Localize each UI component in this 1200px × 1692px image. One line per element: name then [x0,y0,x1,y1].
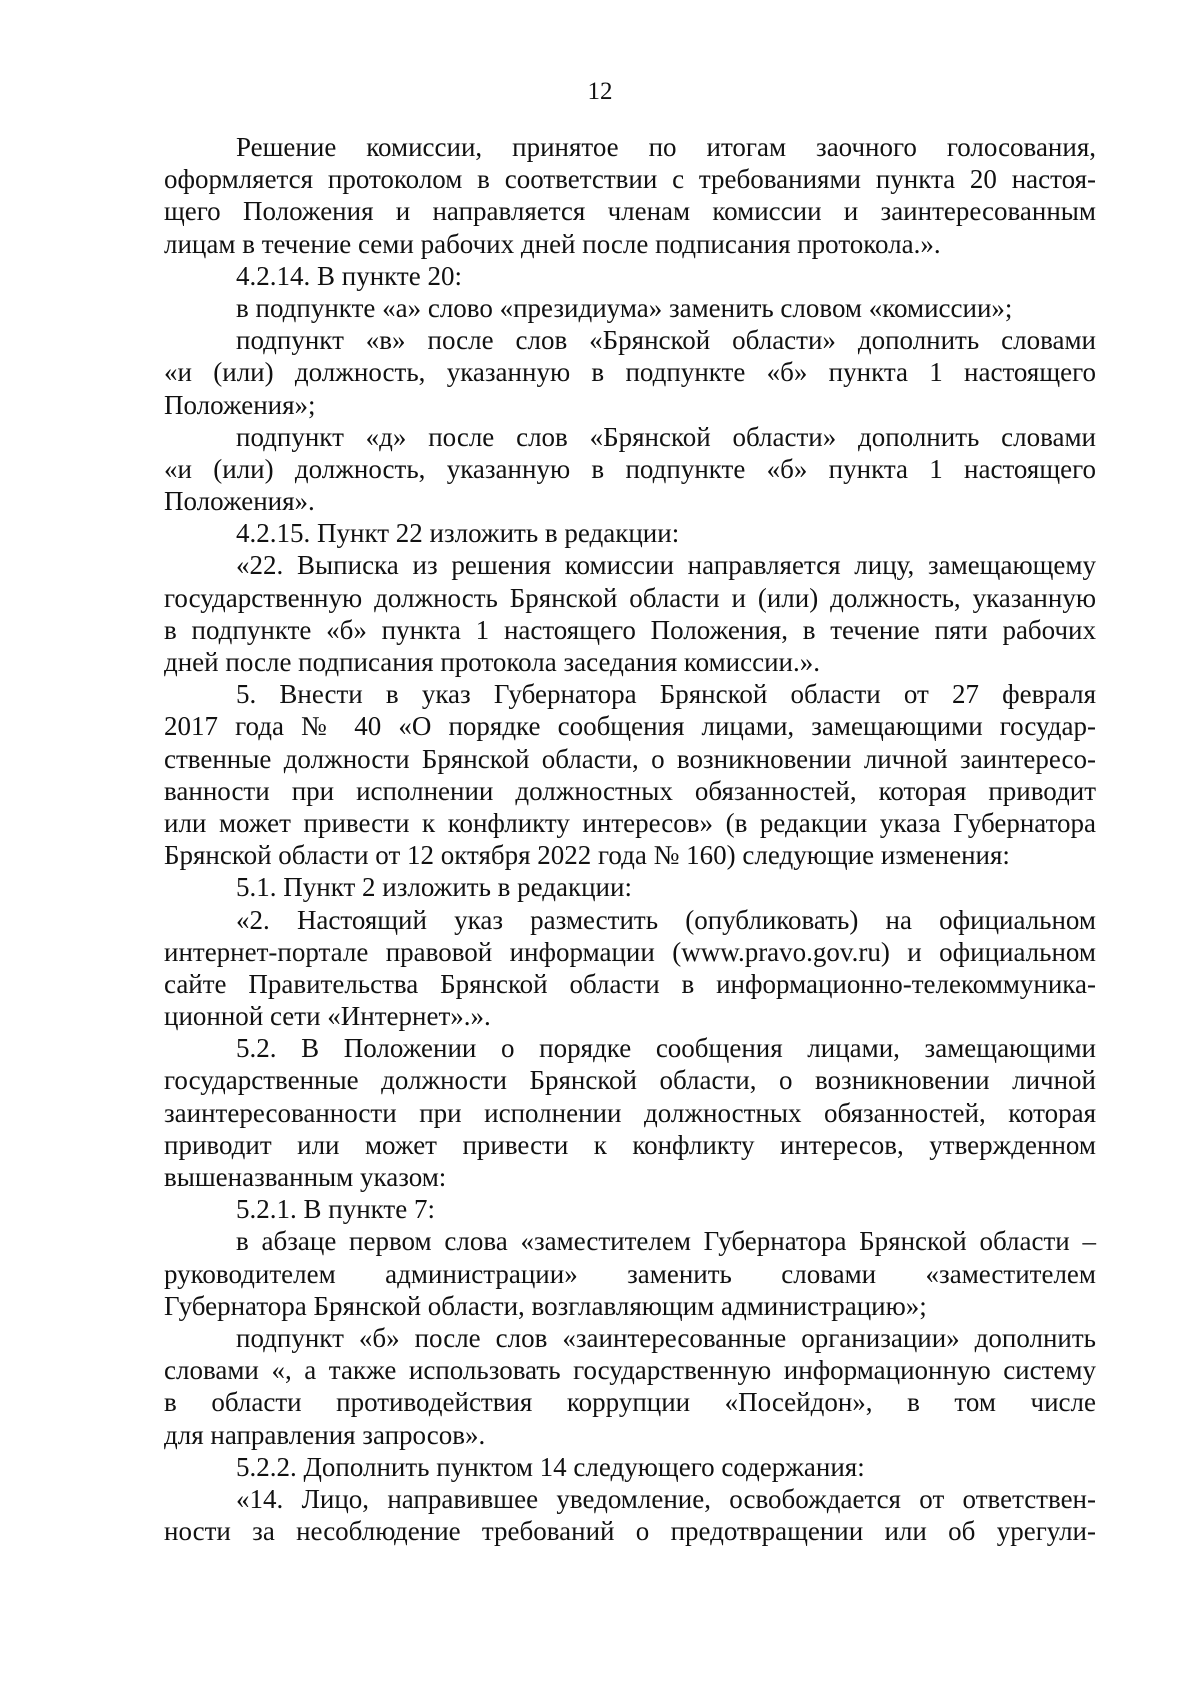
text-line: 5.2.2. Дополнить пунктом 14 следующего содержания: [236,1451,865,1482]
text-line: приводит или может привести к конфликту интересов, утвержденном [164,1129,1096,1160]
text-line: словами «, а также использовать государственную информационную систему [164,1355,1096,1386]
text-line: «и (или) должность, указанную в подпункте «б» пункта 1 настоящего [164,453,1096,484]
document-body [164,131,1096,1547]
text-line: 5.2.1. В пункте 7: [236,1194,435,1225]
page-number: 12 [587,78,613,105]
text-line: 5.1. Пункт 2 изложить в редакции: [236,872,632,903]
text-line: подпункт «б» после слов «заинтересованные организации» дополнить [236,1322,1096,1353]
text-line: подпункт «в» после слов «Брянской области» дополнить словами [236,325,1096,356]
text-line: оформляется протоколом в соответствии с требованиями пункта 20 настоя- [164,164,1096,195]
text-line: Положения». [164,486,315,517]
text-line: Решение комиссии, принятое по итогам заочного голосования, [236,132,1096,162]
text-line: лицам в течение семи рабочих дней после подписания протокола.». [164,228,941,259]
text-line: в подпункте «б» пункта 1 настоящего Положения, в течение пяти рабочих [164,614,1096,645]
text-line: в области противодействия коррупции «Посейдон», в том числе [164,1387,1096,1418]
text-line: Губернатора Брянской области, возглавляющим администрацию»; [164,1290,927,1321]
text-line: сайте Правительства Брянской области в информационно-телекоммуника- [164,968,1096,999]
text-line: или может привести к конфликту интересов» (в редакции указа Губернатора [164,807,1096,838]
text-line: государственную должность Брянской области и (или) должность, указанную [164,582,1096,613]
text-line: 2017 года № 40 «О порядке сообщения лицами, замещающими государ- [164,711,1096,742]
text-line: государственные должности Брянской области, о возникновении личной [164,1065,1096,1096]
text-line: 4.2.15. Пункт 22 изложить в редакции: [236,518,680,549]
text-line: заинтересованности при исполнении должностных обязанностей, которая [164,1097,1096,1128]
text-line: 5. Внести в указ Губернатора Брянской области от 27 февраля [236,679,1096,710]
text-line: интернет-портале правовой информации (www.pravo.gov.ru) и официальном [164,936,1096,967]
text-line: 5.2. В Положении о порядке сообщения лицами, замещающими [236,1033,1096,1064]
text-line: ванности при исполнении должностных обязанностей, которая приводит [164,775,1096,806]
text-line: для направления запросов». [164,1419,486,1450]
text-line: ственные должности Брянской области, о возникновении личной заинтересо- [164,743,1096,774]
text-line: 4.2.14. В пункте 20: [236,260,462,291]
text-line: в подпункте «а» слово «президиума» заменить словом «комиссии»; [236,292,1013,323]
text-line: «22. Выписка из решения комиссии направляется лицу, замещающему [236,550,1096,581]
text-line: ционной сети «Интернет».». [164,1001,491,1032]
text-line: Брянской области от 12 октября 2022 года № 160) следующие изменения: [164,840,1010,871]
text-line: в абзаце первом слова «заместителем Губернатора Брянской области – [236,1226,1096,1257]
text-line: «2. Настоящий указ разместить (опубликовать) на официальном [236,904,1096,935]
text-line: вышеназванным указом: [164,1162,447,1192]
text-line: «14. Лицо, направившее уведомление, освобождается от ответствен- [236,1483,1096,1514]
text-line: щего Положения и направляется членам комиссии и заинтересованным [164,196,1096,227]
text-line: дней после подписания протокола заседания комиссии.». [164,647,821,677]
text-line: подпункт «д» после слов «Брянской области» дополнить словами [236,421,1096,452]
text-line: Положения»; [164,389,316,420]
text-line: руководителем администрации» заменить словами «заместителем [164,1258,1096,1289]
text-line: ности за несоблюдение требований о предотвращении или об урегули- [164,1516,1096,1547]
text-line: «и (или) должность, указанную в подпункте «б» пункта 1 настоящего [164,357,1096,388]
